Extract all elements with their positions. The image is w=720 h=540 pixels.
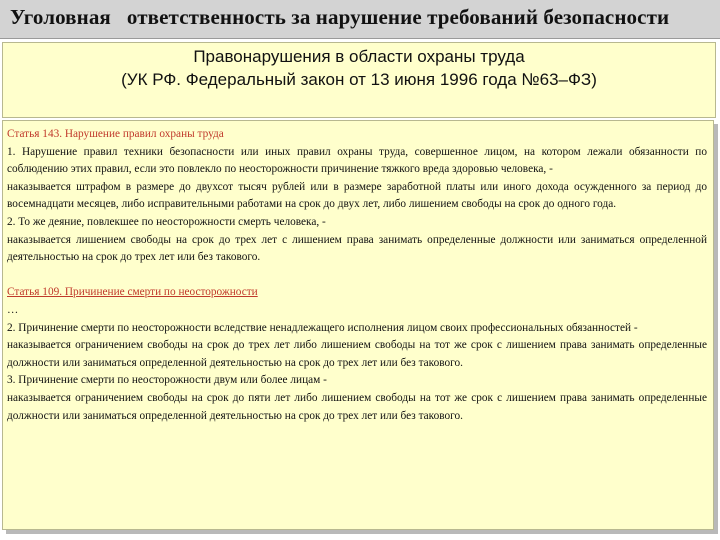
article-109-paragraph-2: наказывается ограничением свободы на срок до трех лет либо лишением свободы на тот же срок с лишением права занимать определенные должности или заниматься определенной деятельностью на срок до трех лет или без такового. [7,339,707,369]
subtitle-line-1: Правонарушения в области охраны труда [193,47,525,66]
article-109-paragraph-4: наказывается ограничением свободы на срок до пяти лет либо лишением свободы на тот же срок с лишением права занимать определенные должности или заниматься определенной деятельностью на срок до трех лет или без такового. [7,391,707,422]
article-109-heading: Статья 109. Причинение смерти по неосторожности [7,286,258,299]
law-text-box [2,120,714,530]
paragraph-gap [7,267,707,285]
article-143-paragraph-2: наказывается штрафом в размере до двухсот тысяч рублей или в размере заработной платы или иного дохода осужденного за период до восемнадцати месяцев, либо исправительными работами на срок до двух лет, либо лишением свободы на срок до одного года. [7,180,707,211]
article-143-heading: Статья 143. Нарушение правил охраны труда [7,128,224,140]
subtitle-line-2: (УК РФ. Федеральный закон от 13 июня 1996 года №63–ФЗ) [121,70,597,89]
subtitle-box [2,42,716,118]
article-143-paragraph-3: 2. То же деяние, повлекшее по неосторожности смерть человека, - [7,215,326,228]
slide-header [0,0,720,39]
article-109-paragraph-3: 3. Причинение смерти по неосторожности двум или более лицам - [7,374,327,387]
article-143-paragraph-1: 1. Нарушение правил техники безопасности или иных правил охраны труда, совершенное лицом, на котором лежали обязанности по соблюдению этих правил, если это повлекло по неосторожности причинение тяжкого вреда здоровью человека, - [7,145,707,176]
slide-title: Уголовная ответственность за нарушение требований безопасности [10,5,670,29]
article-143-paragraph-4: наказывается лишением свободы на срок до трех лет с лишением права занимать определенные должности или заниматься определенной деятельностью на срок до трех лет или без такового. [7,233,707,264]
article-109-ellipsis: … [7,303,19,316]
article-109-paragraph-1: 2. Причинение смерти по неосторожности вследствие ненадлежащего исполнения лицом своих профессиональных обязанностей - [7,321,638,334]
